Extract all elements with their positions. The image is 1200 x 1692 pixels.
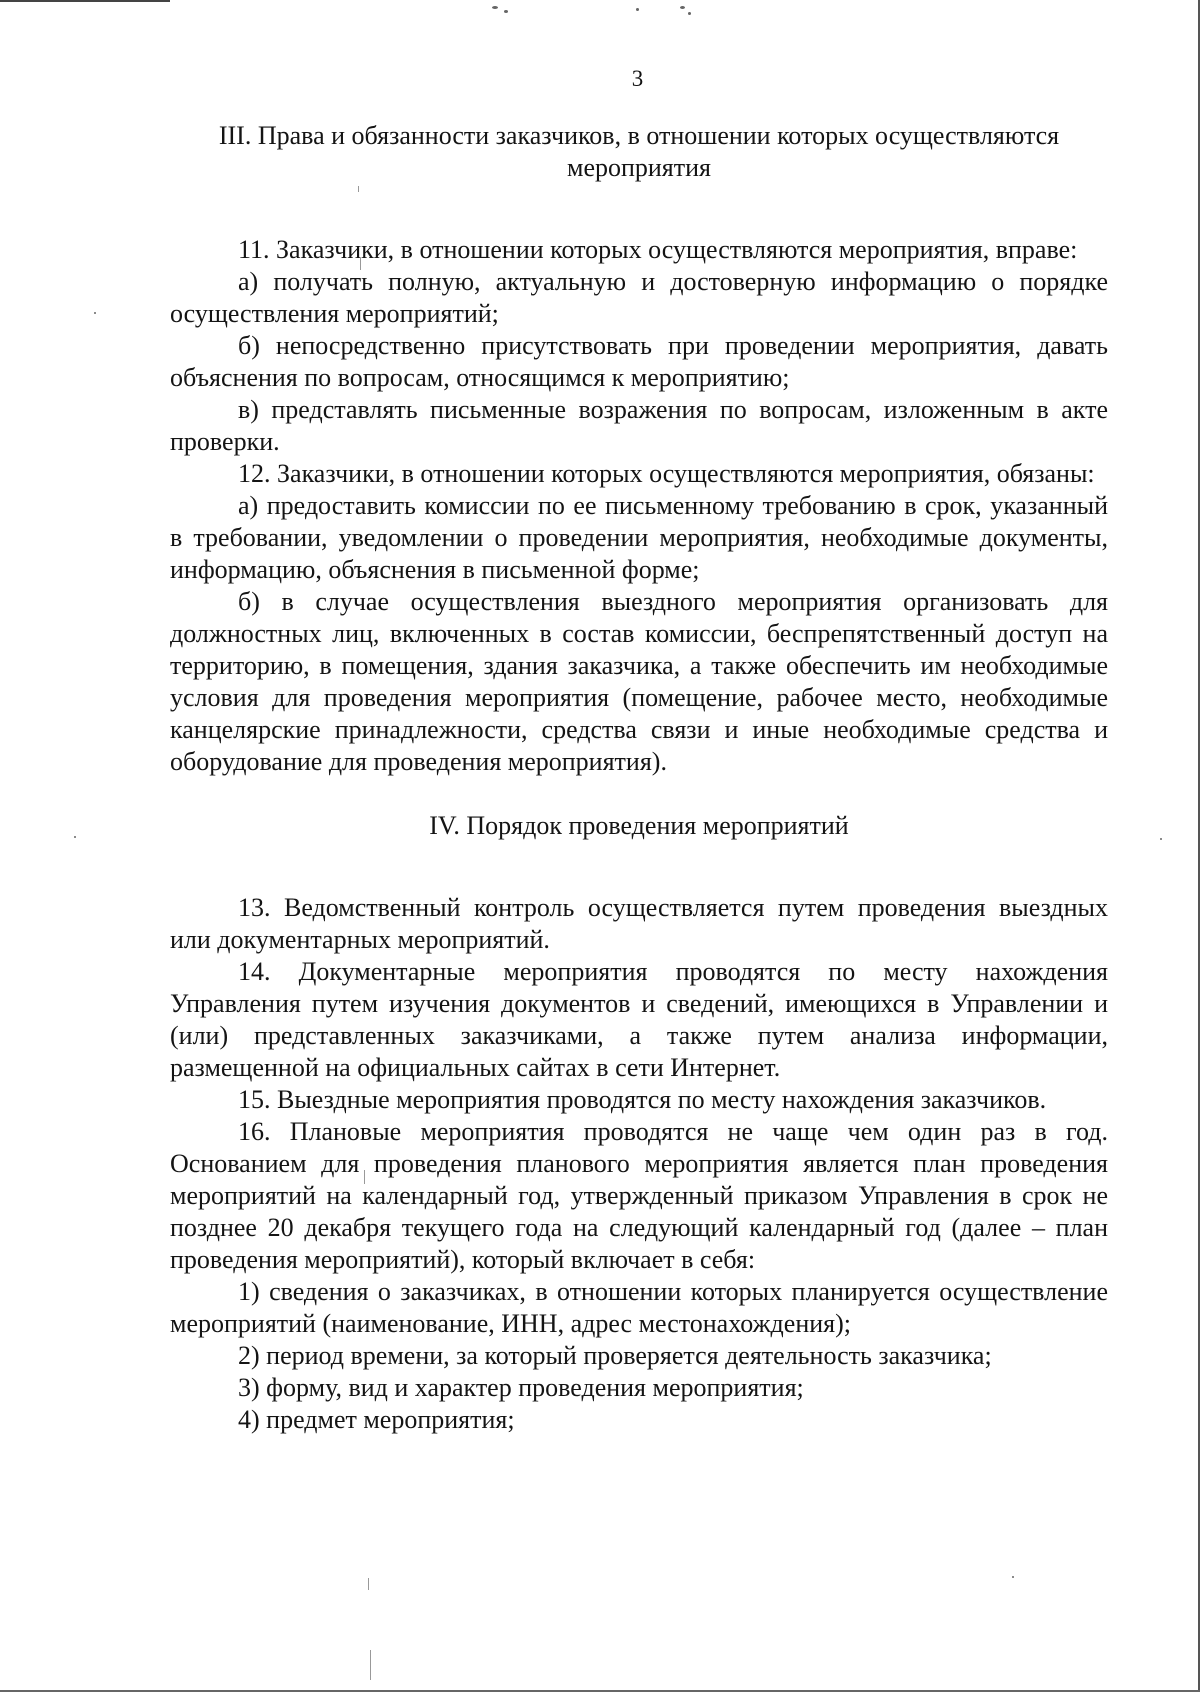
- paragraph: 11. Заказчики, в отношении которых осуществляются мероприятия, вправе:: [238, 235, 1078, 264]
- paragraph: 12. Заказчики, в отношении которых осуществляются мероприятия, обязаны:: [238, 459, 1095, 488]
- paragraph: 15. Выездные мероприятия проводятся по месту нахождения заказчиков.: [238, 1085, 1047, 1114]
- section-4-heading: IV. Порядок проведения мероприятий: [429, 811, 849, 840]
- scan-speck: [94, 312, 96, 314]
- paragraph: 16. Плановые мероприятия проводятся не чаще чем один раз в год. Основанием для проведения планового мероприятия является план проведения мероприятий на календарный год, утвержденный приказом Управления в срок не позднее 20 декабря текущего года на следующий календарный год (далее – план проведения мероприятий), который включает в себя:: [170, 1117, 1108, 1274]
- paragraph: б) непосредственно присутствовать при проведении мероприятия, давать объяснения по вопросам, относящимся к мероприятию;: [170, 331, 1108, 392]
- paragraph: в) представлять письменные возражения по вопросам, изложенным в акте проверки.: [170, 395, 1108, 456]
- paragraph: 4) предмет мероприятия;: [238, 1405, 515, 1434]
- section-3-heading: III. Права и обязанности заказчиков, в отношении которых осуществляются мероприятия: [218, 121, 1060, 182]
- paragraph: 1) сведения о заказчиках, в отношении которых планируется осуществление мероприятий (наименование, ИНН, адрес местонахождения);: [170, 1277, 1108, 1338]
- page-number: 3: [631, 66, 644, 91]
- scan-speck: [680, 6, 685, 9]
- scan-edge-top: [0, 0, 170, 2]
- scan-speck: [1012, 1576, 1014, 1578]
- scan-speck: [368, 1578, 369, 1590]
- document-body: [170, 120, 1108, 1436]
- paragraph: 2) период времени, за который проверяется деятельность заказчика;: [238, 1341, 992, 1370]
- paragraph: 13. Ведомственный контроль осуществляется путем проведения выездных или документарных мероприятий.: [170, 893, 1108, 954]
- scan-speck: [1160, 838, 1162, 840]
- scan-speck: [74, 836, 76, 838]
- paragraph: а) получать полную, актуальную и достоверную информацию о порядке осуществления мероприятий;: [170, 267, 1108, 328]
- paragraph: 14. Документарные мероприятия проводятся по месту нахождения Управления путем изучения документов и сведений, имеющихся в Управлении и (или) представленных заказчиками, а также путем анализа информации, размещенной на официальных сайтах в сети Интернет.: [170, 957, 1108, 1082]
- paragraph: б) в случае осуществления выездного мероприятия организовать для должностных лиц, включенных в состав комиссии, беспрепятственный доступ на территорию, в помещения, здания заказчика, а также обеспечить им необходимые условия для проведения мероприятия (помещение, рабочее место, необходимые канцелярские принадлежности, средства связи и иные необходимые средства и оборудование для проведения мероприятия).: [170, 587, 1108, 776]
- scan-speck: [370, 1650, 371, 1680]
- scan-speck: [636, 8, 639, 11]
- paragraph: 3) форму, вид и характер проведения мероприятия;: [238, 1373, 804, 1402]
- scan-speck: [492, 6, 498, 9]
- scan-speck: [504, 10, 508, 13]
- paragraph: а) предоставить комиссии по ее письменному требованию в срок, указанный в требовании, уведомлении о проведении мероприятия, необходимые документы, информацию, объяснения в письменной форме;: [170, 491, 1108, 584]
- scan-speck: [688, 12, 691, 15]
